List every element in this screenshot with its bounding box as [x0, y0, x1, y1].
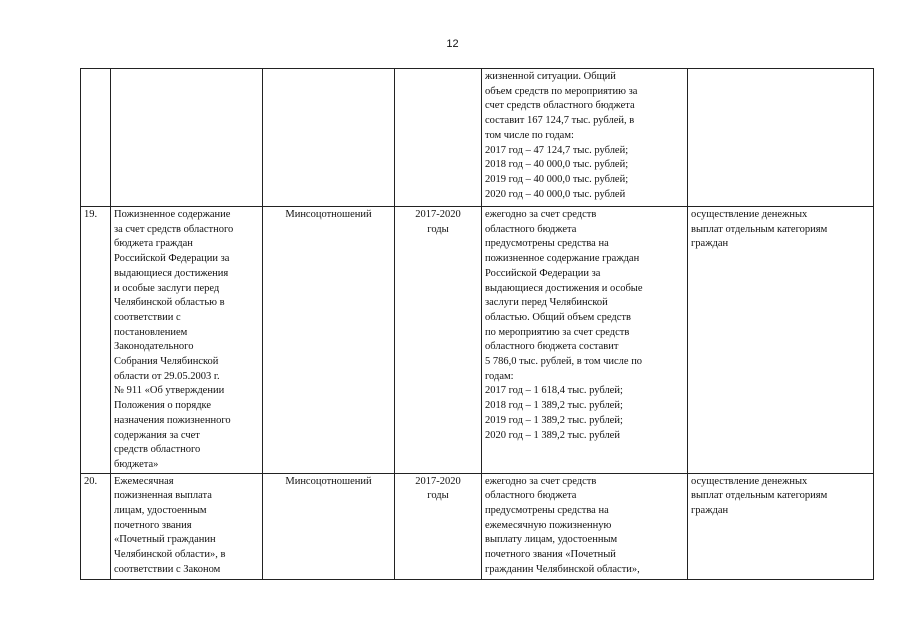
table-row-continuation [81, 69, 874, 207]
program-measures-table [80, 68, 874, 580]
text-line: выплат отдельным категориям [691, 223, 828, 235]
text-line: 2019 год – 40 000,0 тыс. рублей; [485, 173, 629, 185]
text-line: содержания за счет [114, 429, 200, 441]
text-line: Челябинской области», в [114, 549, 226, 561]
text-line: бюджета» [114, 458, 159, 470]
text-line: том числе по годам: [485, 129, 574, 141]
text-line: осуществление денежных [691, 475, 808, 487]
text-line: 2020 год – 40 000,0 тыс. рублей [485, 188, 626, 200]
cell-term [395, 69, 482, 207]
cell-term [395, 473, 482, 579]
text-line: областного бюджета [485, 490, 577, 502]
term-label: годы [427, 490, 449, 502]
table-row-20 [81, 473, 874, 579]
text-line: заслуги перед Челябинской [485, 297, 608, 309]
text-line: ежегодно за счет средств [485, 475, 597, 487]
text-line: и особые заслуги перед [114, 282, 220, 294]
text-line: соответствии с [114, 311, 181, 323]
cell-number: 19. [81, 207, 111, 474]
text-line: выдающиеся достижения и особые [485, 282, 643, 294]
text-line: 2017 год – 47 124,7 тыс. рублей; [485, 144, 629, 156]
text-line: 2019 год – 1 389,2 тыс. рублей; [485, 414, 623, 426]
text-line: почетного звания [114, 519, 192, 531]
cell-description [482, 69, 688, 207]
cell-executor: Минсоцотношений [263, 207, 395, 474]
term-label: годы [427, 223, 449, 235]
cell-description [482, 473, 688, 579]
text-line: 2018 год – 1 389,2 тыс. рублей; [485, 400, 623, 412]
text-line: Законодательного [114, 341, 194, 353]
text-line: области от 29.05.2003 г. [114, 370, 220, 382]
text-line: пожизненная выплата [114, 490, 212, 502]
text-line: областного бюджета [485, 223, 577, 235]
text-line: предусмотрены средства на [485, 238, 609, 250]
text-line: 5 786,0 тыс. рублей, в том числе по [485, 356, 643, 368]
text-line: пожизненное содержание граждан [485, 253, 640, 265]
cell-description [482, 207, 688, 474]
cell-result [688, 69, 874, 207]
cell-measure-name [111, 207, 263, 474]
text-line: Положения о порядке [114, 400, 212, 412]
text-line: средств областного [114, 444, 201, 456]
text-line: граждан [691, 505, 729, 517]
cell-number: 20. [81, 473, 111, 579]
cell-measure-name [111, 69, 263, 207]
text-line: областью. Общий объем средств [485, 311, 631, 323]
text-line: Ежемесячная [114, 475, 174, 487]
text-line: назначения пожизненного [114, 414, 231, 426]
text-line: объем средств по мероприятию за [485, 85, 638, 97]
text-line: годам: [485, 370, 514, 382]
text-line: Российской Федерации за [114, 253, 230, 265]
cell-term [395, 207, 482, 474]
text-line: выплату лицам, удостоенным [485, 534, 618, 546]
text-line: составит 167 124,7 тыс. рублей, в [485, 115, 635, 127]
text-line: 2020 год – 1 389,2 тыс. рублей [485, 429, 620, 441]
cell-result [688, 473, 874, 579]
term-years: 2017-2020 [415, 209, 461, 220]
text-line: предусмотрены средства на [485, 505, 609, 517]
text-line: по мероприятию за счет средств [485, 326, 630, 338]
text-line: Челябинской областью в [114, 297, 225, 309]
text-line: областного бюджета составит [485, 341, 619, 353]
text-line: лицам, удостоенным [114, 505, 207, 517]
text-line: Российской Федерации за [485, 267, 601, 279]
text-line: 2017 год – 1 618,4 тыс. рублей; [485, 385, 623, 397]
text-line: постановлением [114, 326, 188, 338]
table-row-19 [81, 207, 874, 474]
text-line: ежегодно за счет средств [485, 209, 597, 220]
text-line: жизненной ситуации. Общий [485, 71, 616, 82]
text-line: осуществление денежных [691, 209, 808, 220]
text-line: счет средств областного бюджета [485, 100, 635, 112]
text-line: ежемесячную пожизненную [485, 519, 612, 531]
text-line: Пожизненное содержание [114, 209, 231, 220]
text-line: почетного звания «Почетный [485, 549, 616, 561]
text-line: гражданин Челябинской области», [485, 563, 640, 575]
text-line: бюджета граждан [114, 238, 193, 250]
text-line: соответствии с Законом [114, 563, 221, 575]
text-line: выдающиеся достижения [114, 267, 229, 279]
text-line: 2018 год – 40 000,0 тыс. рублей; [485, 159, 629, 171]
cell-number [81, 69, 111, 207]
text-line: Собрания Челябинской [114, 356, 219, 368]
text-line: выплат отдельным категориям [691, 490, 828, 502]
cell-result [688, 207, 874, 474]
term-years: 2017-2020 [415, 475, 461, 487]
cell-executor [263, 69, 395, 207]
text-line: граждан [691, 238, 729, 250]
text-line: «Почетный гражданин [114, 534, 216, 546]
page-number: 12 [446, 38, 459, 50]
text-line: № 911 «Об утверждении [114, 385, 225, 397]
cell-executor: Минсоцотношений [263, 473, 395, 579]
text-line: за счет средств областного [114, 223, 234, 235]
cell-measure-name [111, 473, 263, 579]
